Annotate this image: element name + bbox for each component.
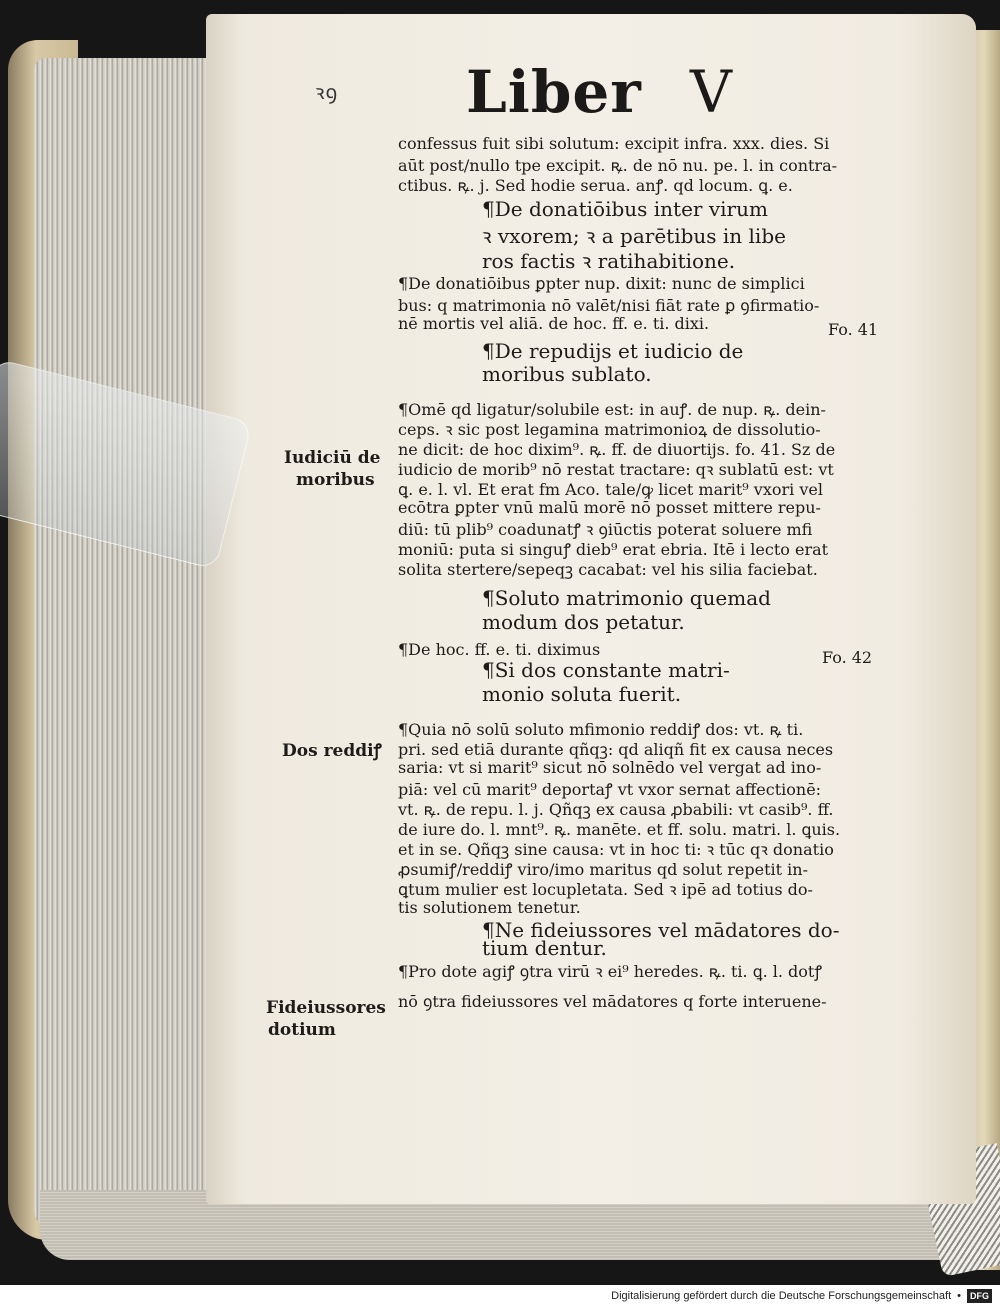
body-text-line: saria: vt si marit⁹ sicut nō solnēdo vel vergat ad ino-: [398, 758, 822, 777]
body-text-line: ctibus. ꝶ. j. Sed hodie serua. anꝭ. qd locum. ꝗ. e.: [398, 176, 793, 195]
body-text-line: ¶Quia nō solū soluto mfimonio reddiꝭ dos: vt. ꝶ ti.: [398, 720, 804, 739]
body-text-line: ¶Omē qd ligatur/solubile est: in auꝭ. de nup. ꝶ. dein-: [398, 400, 826, 419]
body-text-line: iudicio de morib⁹ nō restat tractare: qꝛ sublatū est: vt: [398, 460, 834, 479]
running-head: ꝛꝯ: [315, 80, 339, 104]
body-text-line: ꝗ. e. l. vl. Et erat fm Aco. tale/ꝙ licet marit⁹ vxori vel: [398, 480, 823, 499]
body-text-line: ¶De donatiōibus ꝑpter nup. dixit: nunc de simplici: [398, 274, 805, 293]
marginal-note: moribus: [296, 470, 375, 490]
section-heading-line: ¶Ne fideiussores vel mādatores do-: [482, 918, 840, 942]
section-heading-line: moribus sublato.: [482, 362, 652, 386]
page-edges: [34, 58, 214, 1228]
body-text-line: aūt post/nullo tpe excipit. ꝶ. de nō nu. pe. l. in contra-: [398, 156, 838, 175]
credit-text: Digitalisierung gefördert durch die Deutsche Forschungsgemeinschaft: [611, 1290, 952, 1302]
body-text-line: ¶De hoc. ff. e. ti. diximus: [398, 640, 601, 659]
body-text-line: ecōtra ꝑpter vnū malū morē nō posset mittere repu-: [398, 498, 821, 517]
body-text-line: nē mortis vel aliā. de hoc. ff. e. ti. dixi.: [398, 314, 710, 333]
section-heading-line: modum dos petatur.: [482, 610, 685, 634]
folio-reference: Fo. 42: [822, 648, 873, 667]
marginal-note: Iudiciū de: [284, 448, 381, 468]
body-text-line: de iure do. l. mnt⁹. ꝶ. manēte. et ff. solu. matri. l. ꝗuis.: [398, 820, 841, 839]
body-text-line: ¶Pro dote agiꝭ ꝯtra virū ꝛ ei⁹ heredes. ꝶ. ti. ꝗ. l. dotꝭ: [398, 962, 822, 981]
marginal-note: Dos reddiꝭ: [282, 741, 382, 761]
section-heading-line: ros factis ꝛ ratihabitione.: [482, 249, 736, 273]
body-text-line: ceps. ꝛ sic post legamina matrimonioꝝ de dissolutio-: [398, 420, 821, 439]
section-heading-line: ¶De donatiōibus inter virum: [482, 197, 768, 221]
marginal-note: Fideiussores: [266, 998, 386, 1018]
dfg-logo: DFG: [967, 1289, 992, 1303]
section-heading-line: tium dentur.: [482, 936, 607, 960]
book-number: V: [690, 58, 732, 126]
footer-credit: [611, 1287, 992, 1305]
section-heading-line: ¶Soluto matrimonio quemad: [482, 586, 771, 610]
marginal-note: dotium: [268, 1020, 336, 1040]
section-heading-line: ꝛ vxorem; ꝛ a parētibus in libe: [482, 224, 786, 248]
body-text-line: tis solutionem tenetur.: [398, 898, 581, 917]
body-text-line: ne dicit: de hoc dixim⁹. ꝶ. ff. de diuortijs. fo. 41. Sz de: [398, 440, 836, 459]
body-text-line: ꝗtum mulier est locupletata. Sed ꝛ ipē ad totius do-: [398, 880, 813, 899]
body-text-line: moniū: puta si singuꝭ dieb⁹ erat ebria. Itē i lecto erat: [398, 540, 829, 559]
body-text-line: et in se. Qñqꝫ sine causa: vt in hoc ti: ꝛ tūc qꝛ donatio: [398, 840, 834, 859]
body-text-line: solita stertere/sepeqꝫ cacabat: vel his silia faciebat.: [398, 560, 818, 579]
body-text-line: ꝓsumiꝭ/reddiꝭ viro/imo maritus qd solut repetit in-: [398, 860, 808, 879]
section-heading-line: ¶Si dos constante matri-: [482, 658, 730, 682]
body-text-line: confessus fuit sibi solutum: excipit infra. xxx. dies. Si: [398, 134, 830, 153]
body-text-line: nō ꝯtra fideiussores vel mādatores q forte interuene-: [398, 992, 827, 1011]
dot-separator: •: [957, 1290, 961, 1302]
page-title: Liber: [466, 58, 642, 126]
body-text-line: piā: vel cū marit⁹ deportaꝭ vt vxor sernat affectionē:: [398, 780, 822, 799]
body-text-line: bus: q matrimonia nō valēt/nisi fiāt rate ꝑ ꝯfirmatio-: [398, 296, 820, 315]
section-heading-line: ¶De repudijs et iudicio de: [482, 339, 744, 363]
body-text-line: vt. ꝶ. de repu. l. j. Qñqꝫ ex causa ꝓbabili: vt casib⁹. ff.: [398, 800, 834, 819]
section-heading-line: monio soluta fuerit.: [482, 682, 682, 706]
body-text-line: diū: tū plib⁹ coadunatꝭ ꝛ ꝯiūctis poterat soluere mfi: [398, 520, 813, 539]
folio-reference: Fo. 41: [828, 320, 879, 339]
body-text-line: pri. sed etiā durante qñqꝫ: qd aliqñ fit ex causa neces: [398, 740, 834, 759]
